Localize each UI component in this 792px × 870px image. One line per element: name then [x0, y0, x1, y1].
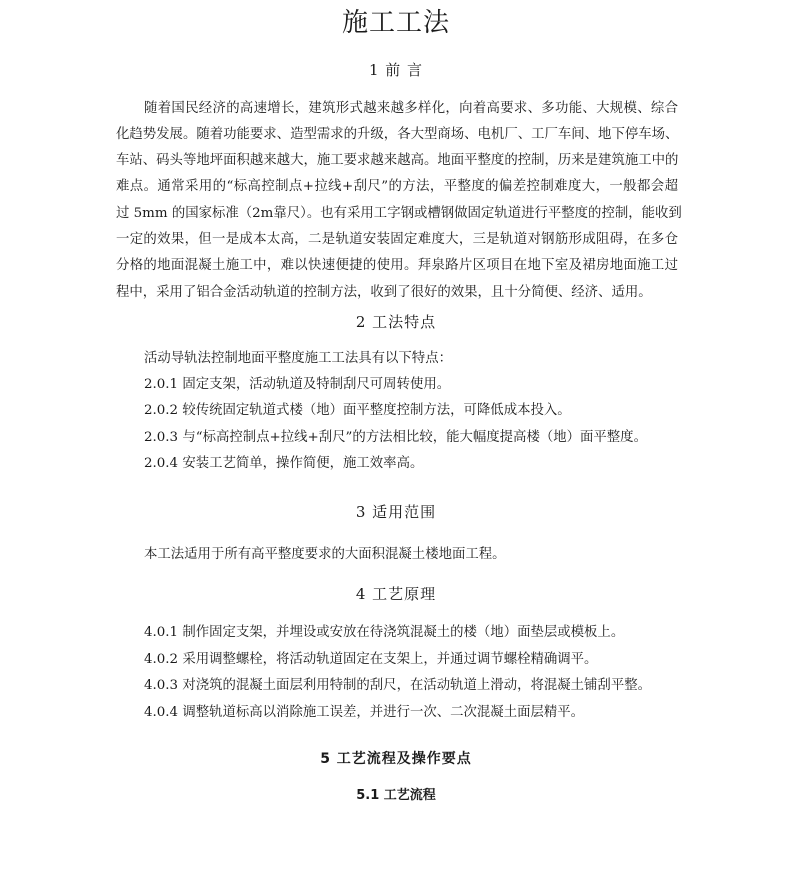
paragraph-line: 化趋势发展。随着功能要求、造型需求的升级，各大型商场、电机厂、工厂车间、地下停车场、	[116, 127, 679, 142]
section-heading-principle: 4 工艺原理	[355, 585, 437, 603]
paragraph-line: 随着国民经济的高速增长，建筑形式越来越多样化，向着高要求、多功能、大规模、综合	[144, 101, 678, 116]
sub-heading-process-flow: 5.1 工艺流程	[356, 788, 436, 803]
paragraph-line: 过 5mm 的国家标准（2m靠尺）。也有采用工字钢或槽钢做固定轨道进行平整度的控制，能收到	[116, 206, 682, 221]
list-item: 2.0.3 与“标高控制点+拉线+刮尺”的方法相比较，能大幅度提高楼（地）面平整度。	[144, 430, 647, 445]
document-title: 施工工法	[341, 8, 450, 38]
list-item: 4.0.2 采用调整螺栓，将活动轨道固定在支架上，并通过调节螺栓精确调平。	[144, 652, 598, 667]
list-item: 4.0.4 调整轨道标高以消除施工误差，并进行一次、二次混凝土面层精平。	[144, 705, 585, 720]
paragraph-line: 分格的地面混凝土施工中，难以快速便捷的使用。拜泉路片区项目在地下室及裙房地面施工过	[116, 258, 678, 273]
list-item: 2.0.2 较传统固定轨道式楼（地）面平整度控制方法，可降低成本投入。	[144, 403, 571, 418]
paragraph-line: 难点。通常采用的“标高控制点+拉线+刮尺”的方法，平整度的偏差控制难度大，一般都会超	[116, 179, 678, 194]
list-item: 2.0.1 固定支架，活动轨道及特制刮尺可周转使用。	[144, 377, 451, 392]
paragraph-line: 一定的效果，但一是成本太高，二是轨道安装固定难度大，三是轨道对钢筋形成阻碍，在多仓	[116, 232, 678, 247]
section-heading-scope: 3 适用范围	[355, 503, 437, 521]
scope-text: 本工法适用于所有高平整度要求的大面积混凝土楼地面工程。	[144, 547, 506, 562]
paragraph-line: 车站、码头等地坪面积越来越大，施工要求越来越高。地面平整度的控制，历来是建筑施工中的	[116, 153, 679, 168]
list-item: 4.0.3 对浇筑的混凝土面层利用特制的刮尺，在活动轨道上滑动，将混凝土铺刮平整。	[144, 678, 651, 693]
features-lead: 活动导轨法控制地面平整度施工工法具有以下特点：	[144, 351, 452, 366]
section-heading-intro: 1 前 言	[368, 61, 424, 79]
list-item: 4.0.1 制作固定支架，并埋设或安放在待浇筑混凝土的楼（地）面垫层或模板上。	[144, 625, 625, 640]
section-heading-features: 2 工法特点	[355, 313, 437, 331]
paragraph-line: 程中，采用了铝合金活动轨道的控制方法，收到了很好的效果，且十分简便、经济、适用。	[116, 285, 652, 300]
list-item: 2.0.4 安装工艺简单，操作简便，施工效率高。	[144, 456, 424, 471]
section-heading-process: 5 工艺流程及操作要点	[320, 751, 472, 767]
